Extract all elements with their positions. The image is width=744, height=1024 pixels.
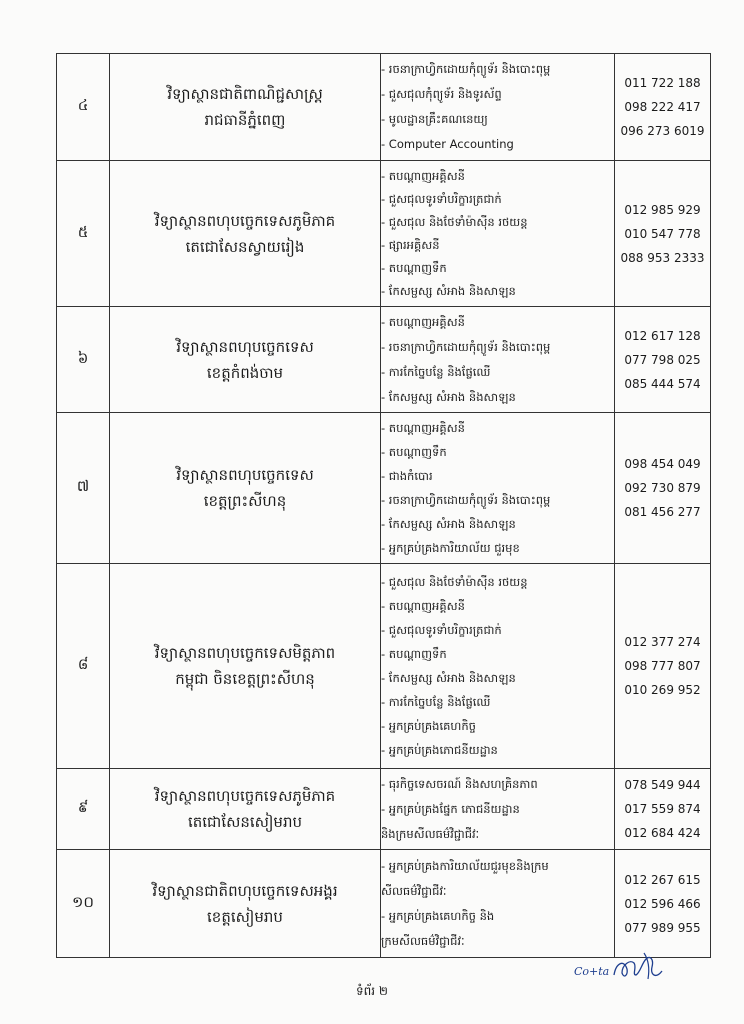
institution-name [110, 413, 381, 564]
program-item: - តបណ្ដាញទឹក [381, 260, 447, 275]
phone-list [615, 54, 711, 161]
phone-number: 098 222 417 [624, 100, 701, 114]
phone-list [615, 850, 711, 958]
program-item: - កែសម្ផស្ស សំអាង និងសាឡន [381, 389, 516, 404]
program-item: - តបណ្ដាញអគ្គិសនី [381, 314, 465, 329]
program-list [381, 413, 615, 564]
phone-list [615, 413, 711, 564]
institution-name [110, 161, 381, 307]
institution-name [110, 769, 381, 850]
signature-stroke [614, 957, 662, 976]
row-number: ៦ [57, 307, 110, 413]
phone-list [615, 564, 711, 769]
program-item: និងក្រមសីលធម៌វិជ្ជាជីវៈ [381, 826, 480, 841]
program-item: សីលធម៌វិជ្ជាជីវៈ [381, 883, 447, 898]
signature-stroke [644, 953, 649, 979]
institution-name-line: វិទ្យាស្ថានពហុបច្ចេកទេសមិត្តភាព [154, 644, 336, 662]
row-number: ១០ [57, 850, 110, 958]
phone-list [615, 769, 711, 850]
phone-number: 098 454 049 [624, 457, 701, 471]
program-item: - អ្នកគ្រប់គ្រងការិយាល័យជួរមុខនិងក្រម [381, 858, 549, 873]
signature [572, 945, 668, 985]
institution-name-line: ខេត្តសៀមរាប [207, 907, 283, 926]
phone-number: 012 617 128 [624, 328, 701, 343]
row-number: ៩ [57, 769, 110, 850]
program-item: - ជួសជុលទូរទាំបរិក្ខារត្រជាក់ [381, 191, 502, 206]
program-item: - អ្នកគ្រប់គ្រងគេហកិច្ច [381, 719, 476, 733]
program-item: - កែសម្ផស្ស សំអាង និងសាឡន [381, 671, 516, 685]
program-item: - តបណ្ដាញទឹក [381, 445, 447, 459]
table-row [57, 769, 711, 850]
institution-name-line: វិទ្យាស្ថានពហុបច្ចេកទេសភូមិភាគ [154, 787, 336, 805]
program-item: - ជួសជុល និងថែទាំម៉ាស៊ីន រថយន្ត [381, 214, 528, 229]
phone-list [615, 161, 711, 307]
institution-name-line: រាជធានីភ្នំពេញ [204, 111, 286, 129]
phone-number: 012 596 466 [624, 896, 701, 911]
program-item: - រចនាក្រាហ្វិកដោយកុំព្យូទ័រ និងបោះពុម្ព [381, 62, 551, 76]
institution-name [110, 564, 381, 769]
program-item: - ការកែច្នៃបន្លែ និងផ្លែឈើ [381, 364, 491, 379]
program-item: - អ្នកគ្រប់គ្រងការិយាល័យ ជួរមុខ [381, 541, 520, 555]
program-item: - ការកែច្នៃបន្លែ និងផ្លែឈើ [381, 695, 491, 709]
program-list [381, 564, 615, 769]
institution-name-line: វិទ្យាស្ថានពហុបច្ចេកទេសភូមិភាគ [154, 211, 336, 230]
program-list [381, 850, 615, 958]
phone-number: 081 456 277 [624, 505, 701, 519]
program-item: - តបណ្ដាញទឹក [381, 647, 447, 661]
institution-name-line: តេជោសែនស្វាយរៀង [185, 237, 305, 256]
program-item: - Computer Accounting [381, 137, 514, 151]
program-list [381, 54, 615, 161]
program-item: - កែសម្ផស្ស សំអាង និងសាឡន [381, 283, 516, 298]
program-list [381, 307, 615, 413]
phone-number: 012 267 615 [624, 872, 701, 887]
signature-text: Co+ta [574, 965, 610, 978]
program-item: - តបណ្ដាញអគ្គិសនី [381, 168, 465, 183]
phone-number: 098 777 807 [624, 659, 701, 673]
program-item: - ធុរកិច្ចទេសចរណ៍ និងសហគ្រិនភាព [381, 776, 538, 791]
institution-name [110, 307, 381, 413]
table-row [57, 564, 711, 769]
phone-number: 010 547 778 [624, 226, 701, 241]
institution-name-line: ខេត្តកំពង់ចាម [206, 363, 284, 382]
institution-name-line: វិទ្យាស្ថានពហុបច្ចេកទេស [176, 466, 314, 484]
program-item: - អ្នកគ្រប់គ្រងគេហកិច្ច និង [381, 908, 495, 923]
program-item: - តបណ្ដាញអគ្គិសនី [381, 421, 465, 435]
institution-name-line: តេជោសែនសៀមរាប [188, 813, 302, 831]
program-list [381, 769, 615, 850]
phone-number: 088 953 2333 [620, 250, 705, 265]
row-number: ៧ [57, 413, 110, 564]
institution-name-line: វិទ្យាស្ថានជាតិពាណិជ្ជសាស្ត្រ [167, 85, 323, 103]
phone-number: 012 985 929 [624, 202, 701, 217]
phone-number: 012 684 424 [624, 826, 701, 840]
phone-number: 092 730 879 [624, 481, 701, 495]
phone-number: 078 549 944 [624, 778, 701, 792]
phone-number: 011 722 188 [624, 76, 701, 90]
row-number: ៥ [57, 161, 110, 307]
phone-number: 085 444 574 [624, 376, 701, 391]
program-item: - ជួសជុលទូរទាំបរិក្ខារត្រជាក់ [381, 623, 502, 637]
program-item: - រចនាក្រាហ្វិកដោយកុំព្យូទ័រ និងបោះពុម្ព [381, 493, 551, 507]
program-item: - ជួសជុល និងថែទាំម៉ាស៊ីន រថយន្ត [381, 575, 528, 589]
program-item: ក្រមសីលធម៌វិជ្ជាជីវៈ [381, 933, 465, 948]
phone-number: 077 989 955 [624, 920, 701, 935]
institution-name-line: ខេត្តព្រះសីហនុ [203, 492, 287, 510]
program-item: - អ្នកគ្រប់គ្រងភោជនីយដ្ឋាន [381, 743, 498, 757]
institutions-table [56, 53, 711, 958]
phone-number: 017 559 874 [624, 802, 701, 816]
institution-name-line: វិទ្យាស្ថានពហុបច្ចេកទេស [176, 337, 314, 356]
program-item: - រចនាក្រាហ្វិកដោយកុំព្យូទ័រ និងបោះពុម្ព [381, 339, 551, 354]
phone-list [615, 307, 711, 413]
program-item: - ជាងកំបោរ [381, 469, 433, 483]
program-item: - ផ្សារអគ្គិសនី [381, 237, 440, 252]
program-item: - មូលដ្ឋានគ្រឹះគណនេយ្យ [381, 112, 488, 126]
table-row [57, 307, 711, 413]
program-item: - តបណ្ដាញអគ្គិសនី [381, 599, 465, 613]
phone-number: 012 377 274 [624, 635, 701, 649]
row-number: ៨ [57, 564, 110, 769]
institution-name [110, 850, 381, 958]
program-list [381, 161, 615, 307]
row-number: ៤ [57, 54, 110, 161]
table-row [57, 850, 711, 958]
phone-number: 077 798 025 [624, 352, 701, 367]
phone-number: 096 273 6019 [620, 124, 705, 138]
program-item: - អ្នកគ្រប់គ្រងផ្នែក ភោជនីយដ្ឋាន [381, 801, 520, 816]
table-row [57, 161, 711, 307]
program-item: - ជួសជុលកុំព្យូទ័រ និងទូរស័ព្ទ [381, 87, 502, 101]
table-row [57, 54, 711, 161]
institution-name-line: កម្ពុជា ចិនខេត្តព្រះសីហនុ [175, 670, 315, 688]
phone-number: 010 269 952 [624, 683, 701, 697]
page-number: ទំព័រ ២ [356, 984, 388, 998]
institution-name [110, 54, 381, 161]
program-item: - កែសម្ផស្ស សំអាង និងសាឡន [381, 517, 516, 531]
institution-name-line: វិទ្យាស្ថានជាតិពហុបច្ចេកទេសអង្គរ [152, 881, 338, 900]
table-row [57, 413, 711, 564]
